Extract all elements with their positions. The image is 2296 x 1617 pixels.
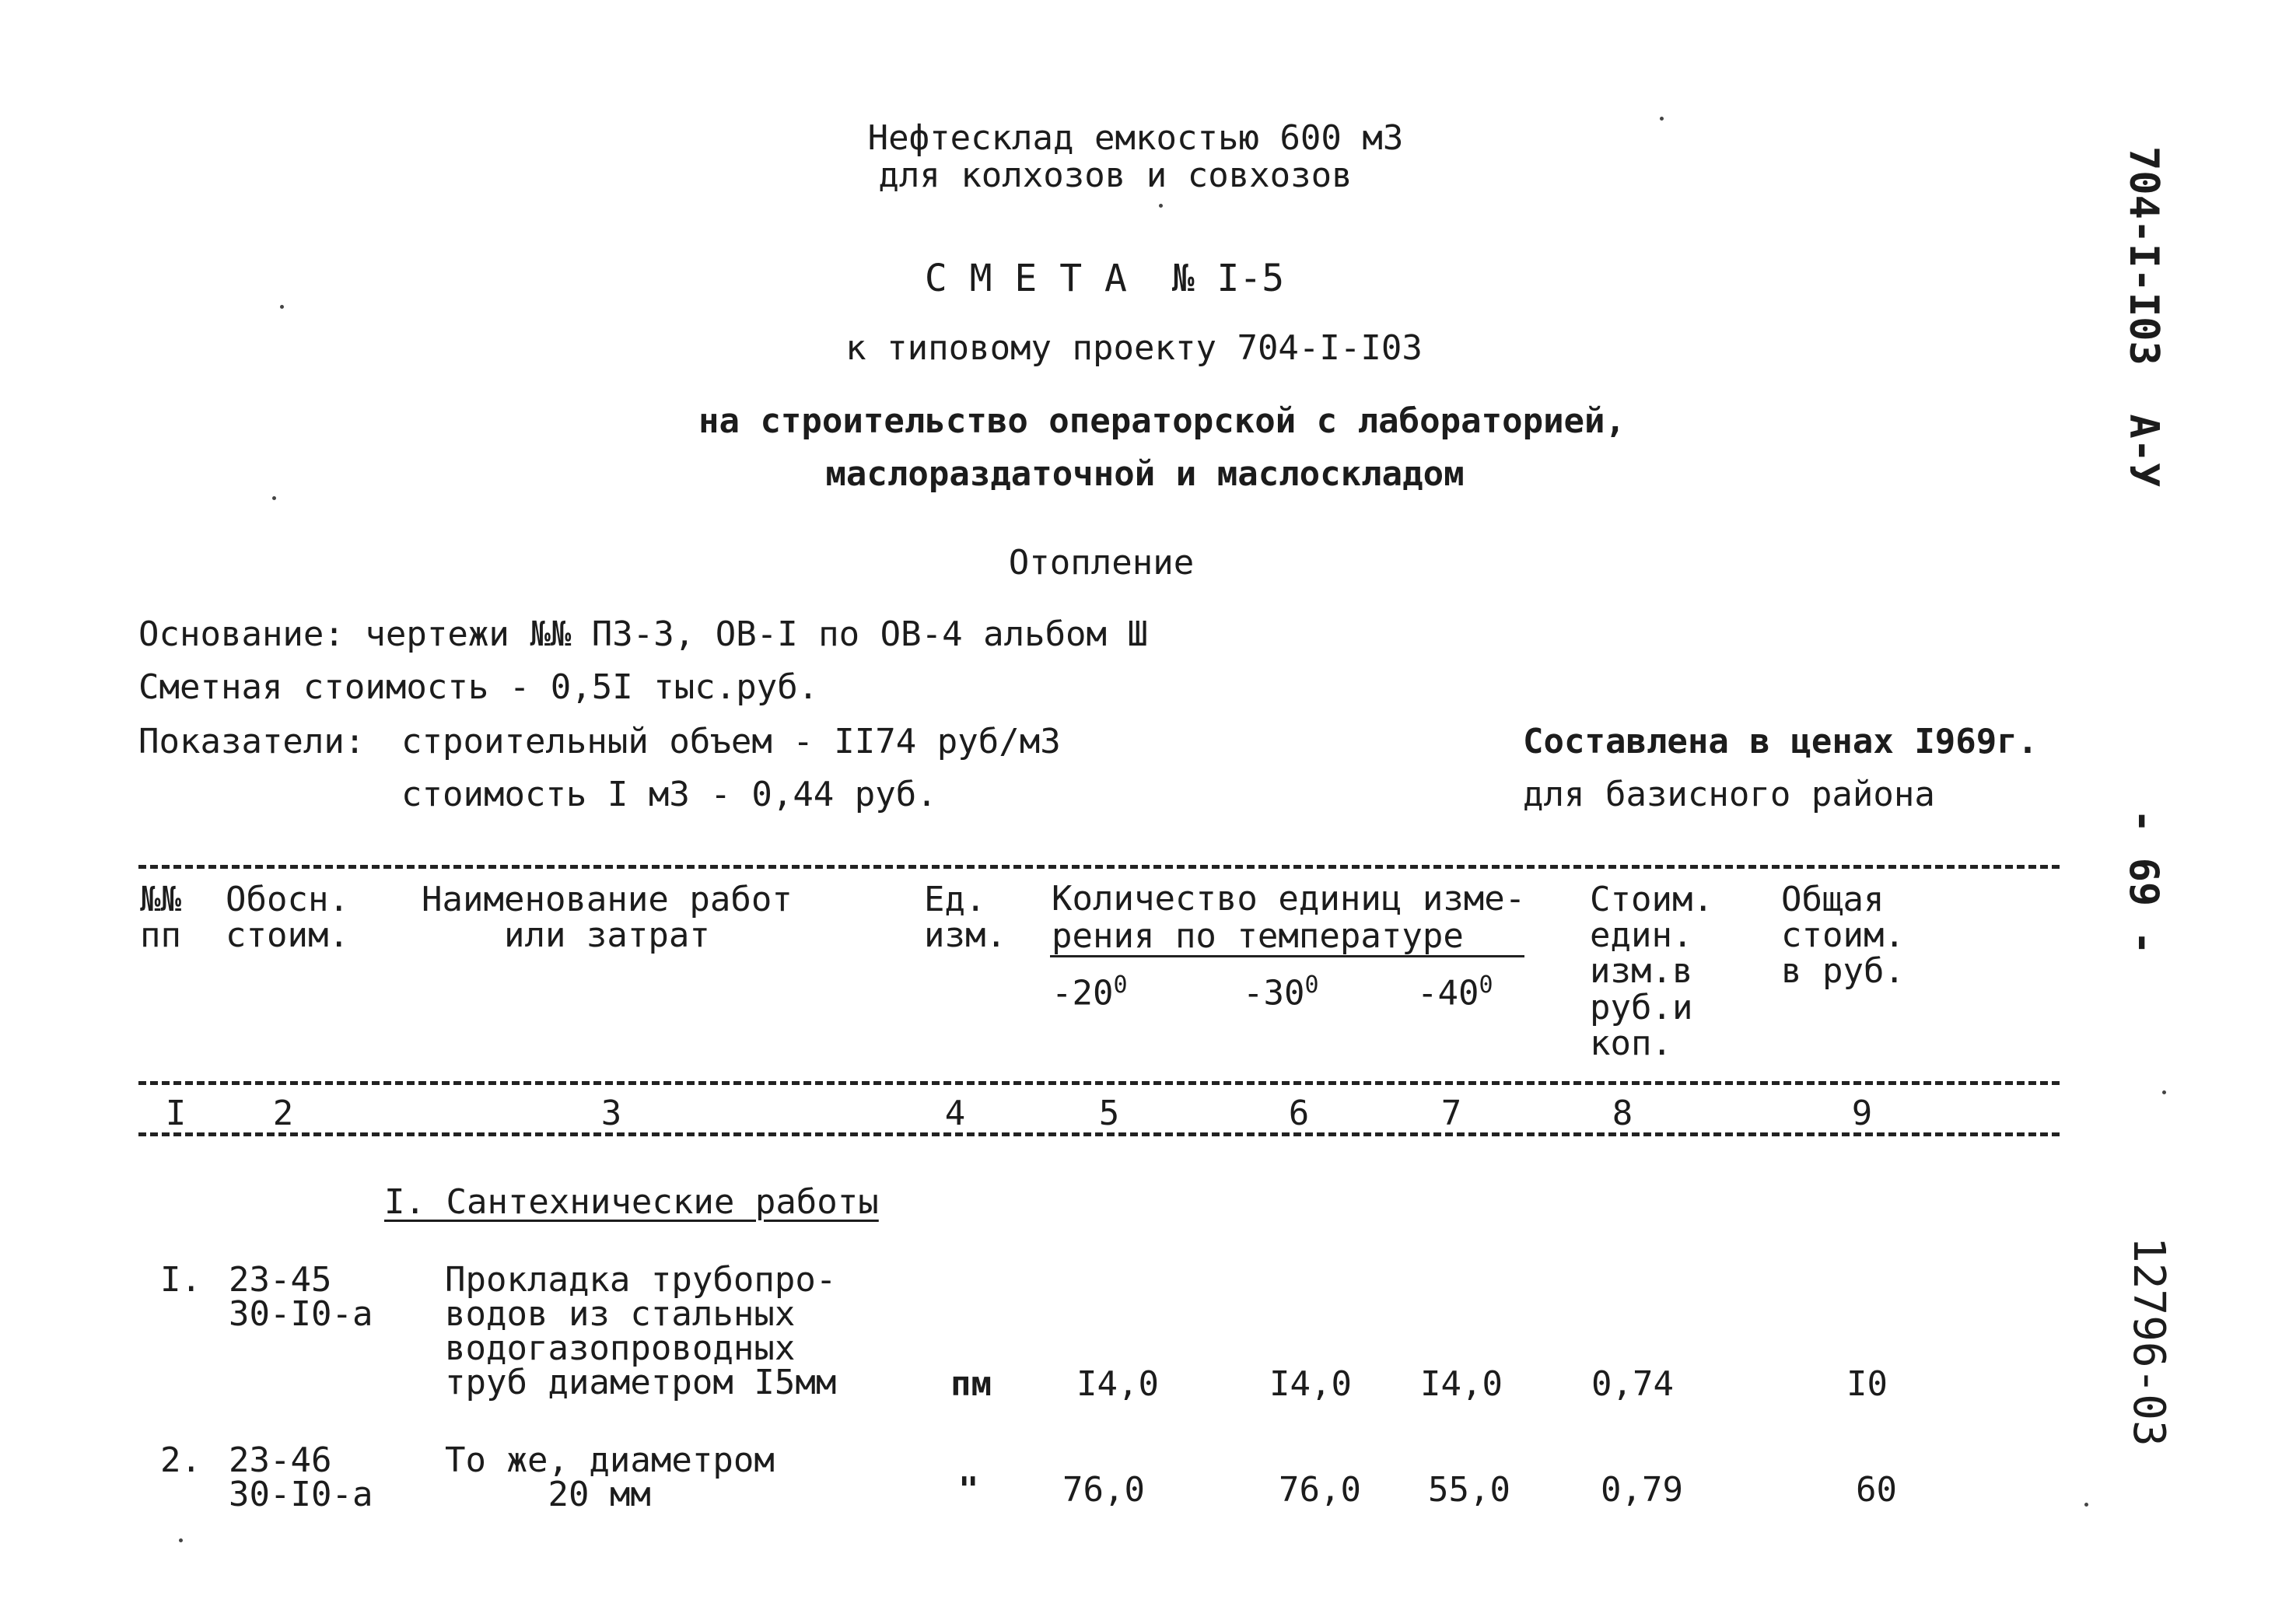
row-2-qty-minus-30: 76,0 [1279, 1470, 1361, 1510]
column-number: 9 [1851, 1094, 1873, 1133]
column-number: 7 [1440, 1094, 1462, 1133]
header-item-number: №№ пп [140, 880, 181, 956]
scan-speck [2084, 1503, 2088, 1507]
column-number: 3 [600, 1094, 622, 1133]
scan-speck [272, 496, 276, 500]
row-1-basis: 23-45 30-I0-а [229, 1260, 373, 1334]
section-title: I. Сантехнические работы [384, 1182, 879, 1222]
header-unit-price: Стоим. един. изм.в руб.и коп. [1590, 880, 1713, 1063]
prices-region: для базисного района [1523, 775, 1935, 814]
column-number: 4 [944, 1094, 966, 1133]
column-number: 5 [1098, 1094, 1120, 1133]
row-1-unit-price: 0,74 [1591, 1364, 1674, 1404]
archive-number: 12796-03 [2123, 1237, 2174, 1447]
prices-year: Составлена в ценах I969г. [1523, 722, 2039, 761]
header-line-1: Нефтесклад емкостью 600 м3 [867, 118, 1404, 158]
header-work-name: Наименование работ или затрат [422, 880, 793, 956]
page-number: - 69 - [2120, 809, 2167, 955]
row-1-unit: пм [950, 1364, 992, 1404]
column-number: 6 [1288, 1094, 1310, 1133]
row-1-qty-minus-30: I4,0 [1269, 1364, 1352, 1404]
scan-speck [1660, 117, 1664, 121]
row-2-basis: 23-46 30-I0-а [229, 1440, 373, 1514]
estimated-cost: Сметная стоимость - 0,5I тыс.руб. [138, 667, 819, 707]
scan-speck [280, 305, 284, 309]
row-2-total: 60 [1856, 1470, 1897, 1510]
document-subtitle: к типовому проекту 704-I-I03 [845, 328, 1423, 368]
description-line-2: маслораздаточной и маслоскладом [825, 454, 1465, 494]
basis-line: Основание: чертежи №№ ПЗ-3, ОВ-I по ОВ-4 альбом Ш [138, 614, 1149, 654]
header-quantity-line-1: Количество единиц изме- [1052, 879, 1526, 919]
row-1-qty-minus-20: I4,0 [1076, 1364, 1159, 1404]
indicator-unit-cost: стоимость I м3 - 0,44 руб. [401, 775, 937, 814]
row-1-number: I. [160, 1260, 201, 1300]
header-unit: Ед. изм. [924, 880, 1006, 956]
column-number: I [165, 1094, 187, 1133]
row-2-qty-minus-20: 76,0 [1062, 1470, 1145, 1510]
row-2-qty-minus-40: 55,0 [1428, 1470, 1510, 1510]
header-line-2: для колхозов и совхозов [878, 156, 1353, 195]
document-title: С М Е Т А № I-5 [924, 257, 1285, 300]
description-line-1: на строительство операторской с лабораторией, [698, 401, 1626, 441]
row-1-work-name: Прокладка трубопро- водов из стальных водогазопроводных труб диаметром I5мм [445, 1260, 837, 1402]
header-total-cost: Общая стоим. в руб. [1781, 880, 1905, 992]
row-1-total: I0 [1846, 1364, 1888, 1404]
indicator-volume: строительный объем - II74 руб/м3 [401, 722, 1061, 761]
row-1-qty-minus-40: I4,0 [1420, 1364, 1503, 1404]
header-temp-minus-30: $-30^0$ [1243, 971, 1319, 1013]
row-2-work-name: То же, диаметром 20 мм [445, 1440, 775, 1514]
row-2-number: 2. [160, 1440, 201, 1480]
row-2-unit-price: 0,79 [1601, 1470, 1683, 1510]
header-quantity-line-2: рения по температуре [1052, 916, 1464, 956]
table-top-rule [138, 865, 2060, 869]
scan-speck [1159, 204, 1163, 208]
section-heading: Отопление [1008, 543, 1195, 583]
header-temp-minus-20: $-20^0$ [1052, 971, 1128, 1013]
scan-speck [179, 1538, 183, 1542]
indicators-label: Показатели: [138, 722, 366, 761]
row-2-unit: " [958, 1470, 979, 1510]
header-bottom-rule [138, 1081, 2060, 1085]
column-number: 8 [1612, 1094, 1633, 1133]
column-number: 2 [272, 1094, 294, 1133]
header-basis: Обосн. стоим. [226, 880, 349, 956]
scan-speck [2162, 1090, 2166, 1094]
header-temp-minus-40: $-40^0$ [1417, 971, 1493, 1013]
project-code: 704-I-I03 А-У [2120, 146, 2167, 488]
